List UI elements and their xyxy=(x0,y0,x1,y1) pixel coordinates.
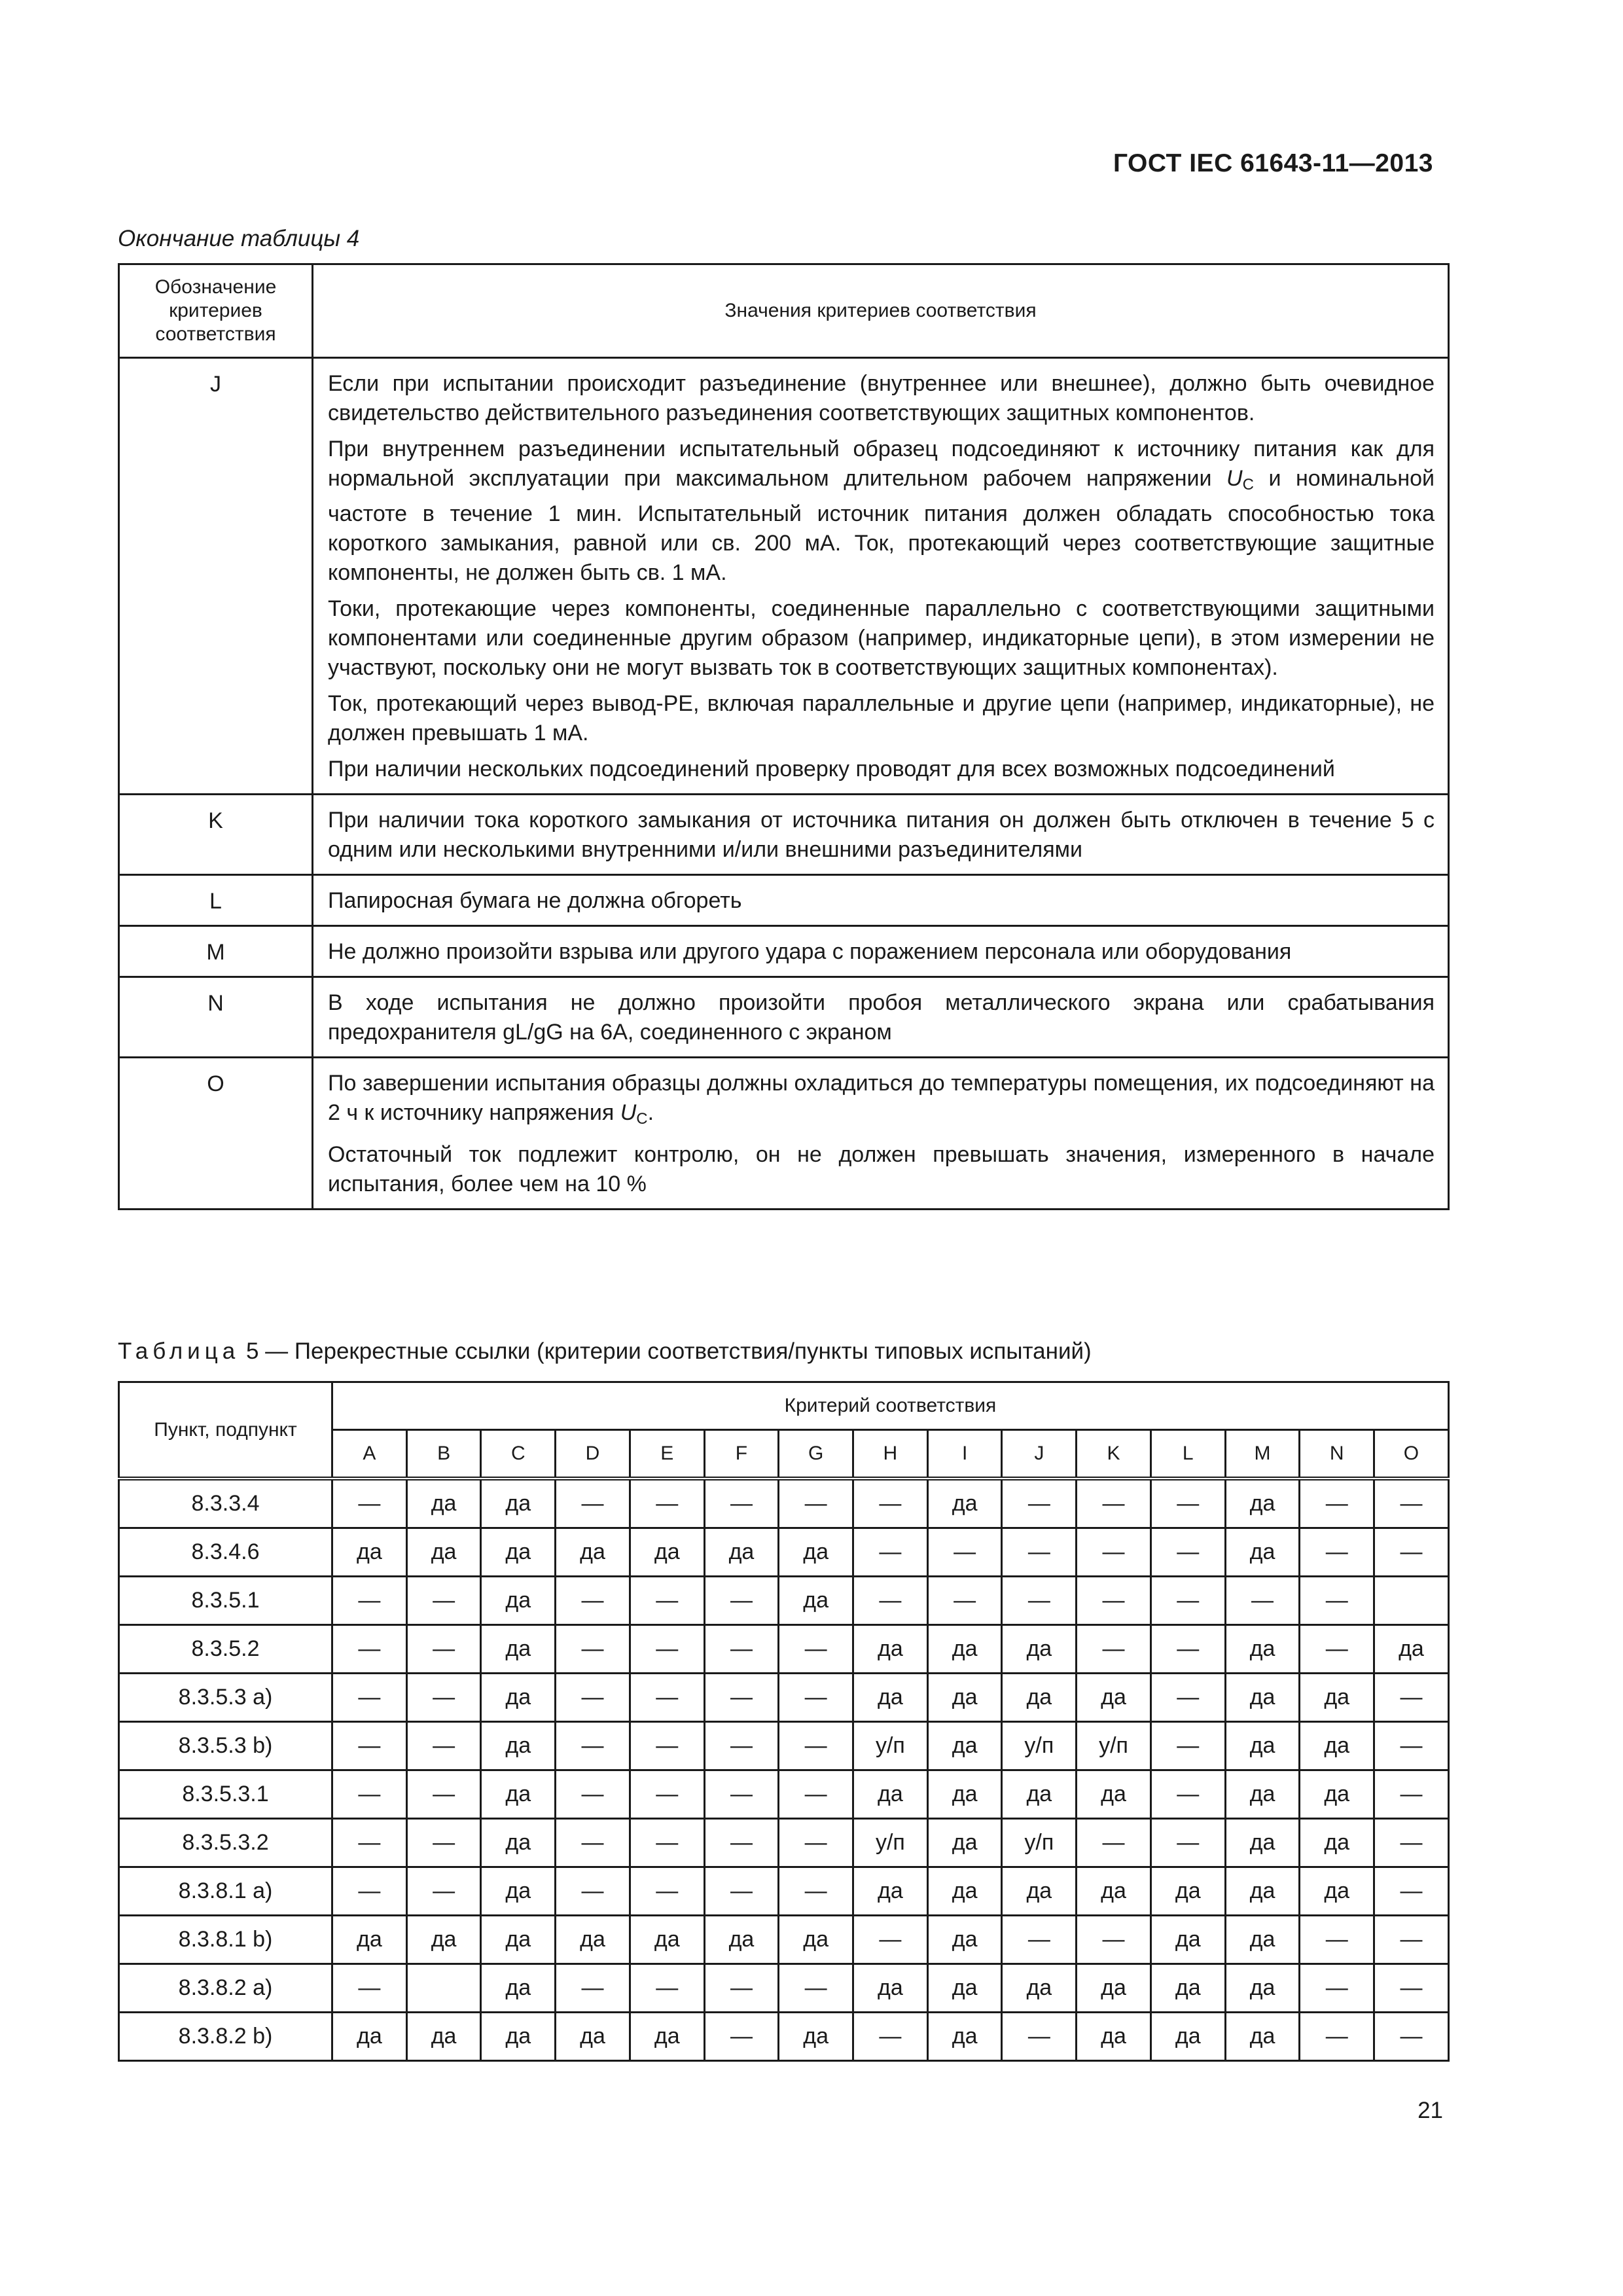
paragraph-text: При внутреннем разъединении испытательный образец подсоединяют к источнику питания как для нормальной эксплуатации при максимальном длительном рабочем напряжении xyxy=(328,437,1435,491)
criterion-cell: да xyxy=(1225,1770,1300,1819)
criterion-cell: да xyxy=(853,1964,928,2013)
criterion-description xyxy=(313,795,1449,875)
criterion-cell: да xyxy=(927,1916,1002,1964)
criterion-cell: — xyxy=(1300,2013,1374,2061)
criterion-cell: — xyxy=(1374,1916,1449,1964)
criterion-cell: да xyxy=(481,1964,556,2013)
standard-designation: ГОСТ IEC 61643-11—2013 xyxy=(1113,149,1433,177)
criterion-cell: да xyxy=(1150,1916,1225,1964)
criterion-cell: да xyxy=(1077,1674,1151,1722)
criterion-letter-b: B xyxy=(406,1430,481,1479)
criterion-cell: у/п xyxy=(853,1819,928,1867)
criterion-cell: — xyxy=(779,1770,853,1819)
criterion-letter-c: C xyxy=(481,1430,556,1479)
page-number: 21 xyxy=(1418,2098,1443,2123)
criterion-cell: да xyxy=(1225,1625,1300,1674)
criterion-cell: — xyxy=(1374,1479,1449,1528)
criterion-cell: — xyxy=(927,1528,1002,1577)
criterion-cell: — xyxy=(1300,1964,1374,2013)
criterion-cell: — xyxy=(332,1625,407,1674)
criterion-cell: — xyxy=(779,1819,853,1867)
test-item: 8.3.5.3.1 xyxy=(119,1770,332,1819)
criterion-cell: — xyxy=(556,1625,630,1674)
criterion-letter-k: K xyxy=(1077,1430,1151,1479)
criterion-cell: — xyxy=(779,1625,853,1674)
test-item: 8.3.8.1 b) xyxy=(119,1916,332,1964)
criterion-cell: — xyxy=(779,1674,853,1722)
criterion-cell: да xyxy=(1150,1867,1225,1916)
criterion-cell: — xyxy=(630,1625,704,1674)
criterion-cell: да xyxy=(406,1479,481,1528)
criterion-cell: — xyxy=(1150,1479,1225,1528)
criterion-cell: да xyxy=(927,1722,1002,1770)
criterion-cell: да xyxy=(481,1819,556,1867)
criterion-letter-n: N xyxy=(1300,1430,1374,1479)
criterion-paragraph: Не должно произойти взрыва или другого удара с поражением персонала или оборудования xyxy=(328,939,1292,964)
criterion-cell: да xyxy=(630,1528,704,1577)
criterion-cell: — xyxy=(630,1722,704,1770)
table5-row xyxy=(119,1722,1449,1770)
criterion-paragraph xyxy=(328,435,1435,588)
criterion-cell: — xyxy=(1300,1625,1374,1674)
criterion-cell: — xyxy=(704,2013,779,2061)
criterion-cell: у/п xyxy=(1002,1819,1077,1867)
criterion-cell: — xyxy=(1374,1674,1449,1722)
criterion-cell: — xyxy=(556,1964,630,2013)
criterion-cell: да xyxy=(1002,1964,1077,2013)
test-item: 8.3.8.1 a) xyxy=(119,1867,332,1916)
table4-header-row xyxy=(119,264,1449,358)
criterion-cell: да xyxy=(556,1528,630,1577)
table5-row xyxy=(119,1819,1449,1867)
table5-row xyxy=(119,1964,1449,2013)
criterion-cell: да xyxy=(927,1964,1002,2013)
criterion-cell: — xyxy=(1300,1577,1374,1625)
criterion-cell: — xyxy=(332,1479,407,1528)
criterion-cell: да xyxy=(853,1867,928,1916)
criterion-cell: — xyxy=(704,1577,779,1625)
criterion-cell: да xyxy=(927,1867,1002,1916)
table4-row xyxy=(119,977,1449,1058)
criterion-cell: — xyxy=(853,2013,928,2061)
criterion-cell: да xyxy=(481,1577,556,1625)
criterion-cell: — xyxy=(332,1674,407,1722)
criterion-cell: — xyxy=(556,1722,630,1770)
criterion-cell: да xyxy=(481,1722,556,1770)
criterion-cell: — xyxy=(332,1770,407,1819)
table4-row xyxy=(119,795,1449,875)
criterion-letter-a: A xyxy=(332,1430,407,1479)
table4-row xyxy=(119,358,1449,795)
criterion-cell: — xyxy=(1374,1722,1449,1770)
table4-row xyxy=(119,926,1449,977)
criterion-letter-m: M xyxy=(1225,1430,1300,1479)
criterion-cell: да xyxy=(332,1528,407,1577)
table5-row xyxy=(119,2013,1449,2061)
criterion-cell: — xyxy=(1077,1916,1151,1964)
criterion-cell: — xyxy=(1300,1528,1374,1577)
criterion-cell: — xyxy=(704,1479,779,1528)
criterion-cell: да xyxy=(481,1867,556,1916)
criterion-cell: да xyxy=(481,2013,556,2061)
criterion-cell: — xyxy=(1150,1577,1225,1625)
criterion-letter-o: O xyxy=(1374,1430,1449,1479)
criterion-cell: — xyxy=(406,1577,481,1625)
criterion-cell: — xyxy=(1300,1479,1374,1528)
col-header-criterion-value: Значения критериев соответствия xyxy=(313,264,1449,358)
criterion-cell: да xyxy=(1225,1479,1300,1528)
col-header-item: Пункт, подпункт xyxy=(119,1382,332,1479)
voltage-subscript: C xyxy=(1242,476,1254,493)
table5-caption-prefix: Таблица xyxy=(118,1338,240,1364)
criterion-cell: — xyxy=(406,1867,481,1916)
criterion-cell: да xyxy=(1225,2013,1300,2061)
criterion-cell: — xyxy=(556,1479,630,1528)
criterion-paragraph: Остаточный ток подлежит контролю, он не должен превышать значения, измеренного в начале испытания, более чем на 10 % xyxy=(328,1142,1435,1196)
criterion-cell: — xyxy=(853,1916,928,1964)
criterion-cell: — xyxy=(779,1479,853,1528)
criterion-letter-f: F xyxy=(704,1430,779,1479)
criterion-cell: у/п xyxy=(1077,1722,1151,1770)
criterion-cell: да xyxy=(332,1916,407,1964)
test-item: 8.3.5.3 b) xyxy=(119,1722,332,1770)
criterion-description xyxy=(313,1058,1449,1210)
table5-row xyxy=(119,1916,1449,1964)
criterion-cell: да xyxy=(779,2013,853,2061)
criterion-cell: да xyxy=(481,1479,556,1528)
criterion-cell: — xyxy=(630,1674,704,1722)
criterion-cell: да xyxy=(1002,1770,1077,1819)
criterion-letter-i: I xyxy=(927,1430,1002,1479)
criterion-cell: — xyxy=(1150,1625,1225,1674)
criterion-description xyxy=(313,977,1449,1058)
criterion-description xyxy=(313,875,1449,926)
criterion-letter-h: H xyxy=(853,1430,928,1479)
criterion-cell: — xyxy=(1002,1916,1077,1964)
criterion-cell: — xyxy=(853,1577,928,1625)
criterion-cell: — xyxy=(1150,1528,1225,1577)
criterion-cell: — xyxy=(704,1867,779,1916)
criterion-cell: да xyxy=(853,1625,928,1674)
criterion-cell xyxy=(1374,1577,1449,1625)
criterion-cell: — xyxy=(406,1722,481,1770)
criterion-cell: — xyxy=(406,1770,481,1819)
criterion-cell: да xyxy=(1077,2013,1151,2061)
paragraph-text: По завершении испытания образцы должны охладиться до температуры помещения, их подсоединяют на 2 ч к источнику напряжения xyxy=(328,1071,1435,1125)
criterion-cell: — xyxy=(332,1577,407,1625)
test-item: 8.3.8.2 a) xyxy=(119,1964,332,2013)
voltage-symbol: U xyxy=(1226,466,1243,491)
criterion-paragraph: Если при испытании происходит разъединение (внутреннее или внешнее), должно быть очевидное свидетельство действительного разъединения соответствующих защитных компонентов. xyxy=(328,371,1435,425)
criterion-cell: — xyxy=(927,1577,1002,1625)
criterion-code: N xyxy=(119,977,313,1058)
paragraph-text: и номинальной частоте в течение 1 мин. Испытательный источник питания должен обладать способностью тока короткого замыкания, равной или св. 200 мА. Ток, протекающий через соответствующие защитные компоненты, не должен быть св. 1 мА. xyxy=(328,466,1435,585)
col-header-criterion-code: Обозначение критериев соответствия xyxy=(119,264,313,358)
criterion-cell xyxy=(406,1964,481,2013)
criterion-cell: да xyxy=(927,2013,1002,2061)
criterion-cell: — xyxy=(556,1770,630,1819)
criterion-cell: да xyxy=(1225,1528,1300,1577)
test-item: 8.3.8.2 b) xyxy=(119,2013,332,2061)
criterion-cell: — xyxy=(704,1674,779,1722)
criterion-cell: да xyxy=(630,2013,704,2061)
criterion-cell: — xyxy=(1150,1722,1225,1770)
criterion-cell: да xyxy=(704,1528,779,1577)
criterion-paragraph: В ходе испытания не должно произойти пробоя металлического экрана или срабатывания предохранителя gL/gG на 6А, соединенного с экраном xyxy=(328,990,1435,1045)
criterion-cell: да xyxy=(779,1577,853,1625)
criterion-cell: — xyxy=(332,1964,407,2013)
criterion-cell: — xyxy=(853,1479,928,1528)
criterion-cell: да xyxy=(927,1479,1002,1528)
criterion-cell: — xyxy=(1374,1528,1449,1577)
criterion-cell: у/п xyxy=(1002,1722,1077,1770)
criterion-cell: да xyxy=(630,1916,704,1964)
table5-row xyxy=(119,1577,1449,1625)
criterion-cell: — xyxy=(1077,1577,1151,1625)
criterion-cell: — xyxy=(556,1819,630,1867)
criterion-cell: — xyxy=(779,1867,853,1916)
criterion-cell: да xyxy=(779,1528,853,1577)
criterion-cell: да xyxy=(481,1916,556,1964)
test-item: 8.3.5.1 xyxy=(119,1577,332,1625)
criterion-cell: — xyxy=(332,1867,407,1916)
criterion-cell: — xyxy=(1374,1964,1449,2013)
criterion-letter-e: E xyxy=(630,1430,704,1479)
criterion-paragraph: При наличии нескольких подсоединений проверку проводят для всех возможных подсоединений xyxy=(328,757,1335,781)
criterion-cell: — xyxy=(406,1625,481,1674)
paragraph-text: . xyxy=(647,1100,654,1125)
criterion-cell: да xyxy=(1077,1770,1151,1819)
criterion-cell: — xyxy=(1225,1577,1300,1625)
table5-row xyxy=(119,1625,1449,1674)
criterion-cell: — xyxy=(556,1674,630,1722)
criterion-code: J xyxy=(119,358,313,795)
criterion-cell: — xyxy=(704,1625,779,1674)
criterion-cell: да xyxy=(1002,1867,1077,1916)
table4-continuation-caption: Окончание таблицы 4 xyxy=(118,226,360,251)
criterion-cell: да xyxy=(481,1625,556,1674)
criterion-description xyxy=(313,926,1449,977)
criterion-letter-g: G xyxy=(779,1430,853,1479)
criterion-paragraph: При наличии тока короткого замыкания от источника питания он должен быть отключен в течение 5 с одним или несколькими внутренними и/или внешними разъединителями xyxy=(328,808,1435,862)
table5-caption xyxy=(118,1338,1092,1365)
criterion-cell: да xyxy=(927,1770,1002,1819)
criterion-letter-j: J xyxy=(1002,1430,1077,1479)
criterion-cell: да xyxy=(853,1674,928,1722)
criterion-cell: — xyxy=(1077,1479,1151,1528)
criterion-cell: — xyxy=(1374,2013,1449,2061)
criterion-cell: — xyxy=(704,1819,779,1867)
criterion-cell: да xyxy=(1077,1964,1151,2013)
criterion-cell: да xyxy=(927,1674,1002,1722)
table5-row xyxy=(119,1867,1449,1916)
criterion-cell: — xyxy=(704,1964,779,2013)
criterion-cell: — xyxy=(630,1867,704,1916)
criterion-cell: — xyxy=(1374,1867,1449,1916)
criterion-cell: да xyxy=(704,1916,779,1964)
criterion-cell: — xyxy=(779,1964,853,2013)
table5-row xyxy=(119,1528,1449,1577)
criterion-cell: — xyxy=(1002,1528,1077,1577)
criterion-cell: да xyxy=(481,1528,556,1577)
criterion-cell: да xyxy=(481,1770,556,1819)
criterion-letter-d: D xyxy=(556,1430,630,1479)
criterion-cell: — xyxy=(406,1674,481,1722)
test-item: 8.3.5.2 xyxy=(119,1625,332,1674)
criterion-cell: да xyxy=(927,1819,1002,1867)
col-header-criteria-group: Критерий соответствия xyxy=(332,1382,1449,1430)
test-item: 8.3.5.3.2 xyxy=(119,1819,332,1867)
criterion-cell: да xyxy=(1002,1625,1077,1674)
criterion-cell: да xyxy=(1225,1867,1300,1916)
criterion-cell: да xyxy=(853,1770,928,1819)
criterion-cell: да xyxy=(481,1674,556,1722)
criterion-cell: да xyxy=(1300,1867,1374,1916)
criterion-cell: — xyxy=(630,1770,704,1819)
criterion-cell: да xyxy=(1225,1819,1300,1867)
criterion-code: L xyxy=(119,875,313,926)
criterion-cell: да xyxy=(1225,1674,1300,1722)
criterion-cell: — xyxy=(1300,1916,1374,1964)
criterion-cell: — xyxy=(853,1528,928,1577)
criterion-cell: да xyxy=(406,1916,481,1964)
table5-row xyxy=(119,1674,1449,1722)
criterion-cell: — xyxy=(1002,1577,1077,1625)
criterion-cell: да xyxy=(556,2013,630,2061)
table5-row xyxy=(119,1479,1449,1528)
criterion-cell: — xyxy=(332,1819,407,1867)
criterion-cell: — xyxy=(630,1819,704,1867)
criterion-cell: — xyxy=(779,1722,853,1770)
criterion-paragraph: Ток, протекающий через вывод-PE, включая параллельные и другие цепи (например, индикаторные), не должен превышать 1 мА. xyxy=(328,691,1435,745)
criterion-paragraph: Папиросная бумага не должна обгореть xyxy=(328,888,742,913)
criterion-cell: — xyxy=(630,1577,704,1625)
table4-row xyxy=(119,1058,1449,1210)
criterion-cell: — xyxy=(1374,1819,1449,1867)
criterion-cell: да xyxy=(1374,1625,1449,1674)
criterion-cell: — xyxy=(1077,1528,1151,1577)
criterion-cell: — xyxy=(1150,1674,1225,1722)
criterion-cell: да xyxy=(1225,1964,1300,2013)
criterion-cell: — xyxy=(1002,2013,1077,2061)
criterion-cell: да xyxy=(1150,2013,1225,2061)
criterion-cell: у/п xyxy=(853,1722,928,1770)
criterion-cell: да xyxy=(1300,1722,1374,1770)
criterion-paragraph: Токи, протекающие через компоненты, соединенные параллельно с соответствующими защитными компонентами или соединенные другим образом (например, индикаторные цепи), в этом измерении не участвуют, поскольку они не могут вызвать ток в соответствующих защитных компонентах). xyxy=(328,596,1435,680)
criterion-code: K xyxy=(119,795,313,875)
table5-caption-text: 5 — Перекрестные ссылки (критерии соответствия/пункты типовых испытаний) xyxy=(240,1338,1092,1364)
criterion-cell: — xyxy=(630,1964,704,2013)
test-item: 8.3.3.4 xyxy=(119,1479,332,1528)
criterion-cell: да xyxy=(406,1528,481,1577)
voltage-symbol: U xyxy=(620,1100,637,1125)
criterion-paragraph xyxy=(328,1069,1435,1134)
criterion-cell: да xyxy=(779,1916,853,1964)
criterion-cell: да xyxy=(1300,1819,1374,1867)
criterion-code: O xyxy=(119,1058,313,1210)
criterion-cell: — xyxy=(406,1819,481,1867)
voltage-subscript: C xyxy=(636,1110,648,1128)
test-item: 8.3.5.3 a) xyxy=(119,1674,332,1722)
criterion-cell: да xyxy=(1002,1674,1077,1722)
criterion-cell: — xyxy=(1077,1819,1151,1867)
criterion-cell: — xyxy=(630,1479,704,1528)
criterion-cell: — xyxy=(1150,1819,1225,1867)
criterion-cell: — xyxy=(1002,1479,1077,1528)
criterion-cell: да xyxy=(332,2013,407,2061)
table5-row xyxy=(119,1770,1449,1819)
test-item: 8.3.4.6 xyxy=(119,1528,332,1577)
criterion-cell: да xyxy=(1300,1674,1374,1722)
table5-cross-reference xyxy=(118,1381,1450,2062)
table5-header-row xyxy=(119,1382,1449,1430)
criterion-cell: да xyxy=(406,2013,481,2061)
criterion-code: M xyxy=(119,926,313,977)
criterion-cell: да xyxy=(1077,1867,1151,1916)
table4-row xyxy=(119,875,1449,926)
criterion-cell: — xyxy=(1374,1770,1449,1819)
criterion-cell: — xyxy=(704,1722,779,1770)
criterion-cell: да xyxy=(1225,1722,1300,1770)
criterion-letter-l: L xyxy=(1150,1430,1225,1479)
criterion-cell: — xyxy=(556,1867,630,1916)
criterion-cell: да xyxy=(1300,1770,1374,1819)
criterion-cell: — xyxy=(704,1770,779,1819)
criterion-cell: да xyxy=(1225,1916,1300,1964)
criterion-cell: — xyxy=(1150,1770,1225,1819)
criterion-cell: — xyxy=(332,1722,407,1770)
criterion-cell: — xyxy=(556,1577,630,1625)
criterion-cell: да xyxy=(1150,1964,1225,2013)
criterion-cell: — xyxy=(1077,1625,1151,1674)
table4-criteria-values xyxy=(118,263,1450,1210)
criterion-cell: да xyxy=(927,1625,1002,1674)
criterion-cell: да xyxy=(556,1916,630,1964)
criterion-description xyxy=(313,358,1449,795)
